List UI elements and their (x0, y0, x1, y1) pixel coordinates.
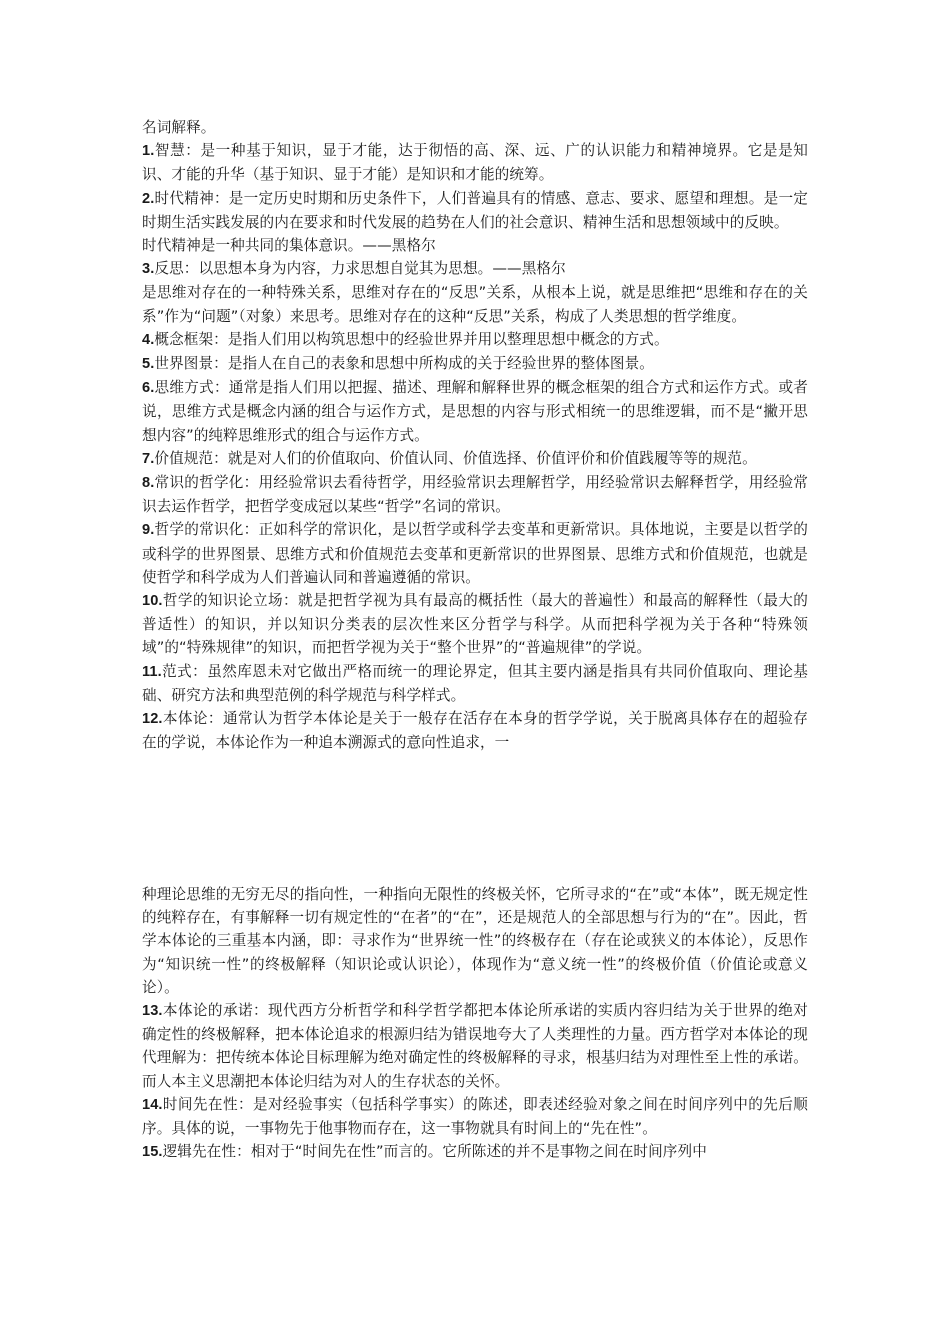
entry-text: 世界图景：是指人在自己的表象和思想中所构成的关于经验世界的整体图景。 (154, 355, 654, 373)
definition-paragraph (142, 660, 808, 707)
entry-text: 智慧：是一种基于知识，显于才能，达于彻悟的高、深、远、广的认识能力和精神境界。它是是知识、才能的升华（基于知识、显于才能）是知识和才能的统筹。 (142, 142, 808, 184)
document-heading: 名词解释。 (142, 119, 216, 136)
entry-text: 概念框架：是指人们用以构筑思想中的经验世界并用以整理思想中概念的方式。 (154, 330, 669, 348)
entry-text: 哲学的知识论立场：就是把哲学视为具有最高的概括性（最大的普遍性）和最高的解释性（最大的普适性）的知识，并以知识分类表的层次性来区分哲学与科学。从而把科学视为关于各种“特殊领域”的“特殊规律”的知识，而把哲学视为关于“整个世界”的“普遍规律”的学说。 (142, 592, 808, 657)
entry-number: 14. (142, 1096, 163, 1113)
definition-paragraph (142, 707, 808, 754)
text-block-lower (142, 883, 808, 1164)
entry-number: 6. (142, 380, 155, 397)
entry-text: 逻辑先在性：相对于“时间先在性”而言的。它所陈述的并不是事物之间在时间序列中 (162, 1143, 707, 1161)
entry-number: 4. (142, 331, 155, 348)
entry-number: 11. (142, 663, 162, 680)
definition-paragraph (142, 352, 808, 376)
entry-text: 本体论：通常认为哲学本体论是关于一般存在活存在本身的哲学学说，关于脱离具体存在的超验存在的学说，本体论作为一种追本溯源式的意向性追求，一 (142, 710, 808, 752)
entry-number: 15. (142, 1144, 163, 1161)
definition-paragraph (142, 257, 808, 281)
definition-paragraph (142, 139, 808, 186)
entry-number: 2. (142, 190, 155, 207)
definition-paragraph (142, 518, 808, 589)
entry-text: 价值规范：就是对人们的价值取向、价值认同、价值选择、价值评价和价值践履等等的规范。 (154, 449, 757, 467)
entry-text: 是思维对存在的一种特殊关系，思维对存在的“反思”关系，从根本上说，就是思维把“思维和存在的关系”作为“问题”（对象）来思考。思维对存在的这种“反思”关系，构成了人类思想的哲学维度。 (142, 284, 808, 325)
entry-text: 时代精神：是一定历史时期和历史条件下，人们普遍具有的情感、意志、要求、愿望和理想。是一定时期生活实践发展的内在要求和时代发展的趋势在人们的社会意识、精神生活和思想领域中的反映。 (142, 189, 808, 231)
entry-text: 时间先在性：是对经验事实（包括科学事实）的陈述，即表述经验对象之间在时间序列中的先后顺序。具体的说，一事物先于他事物而存在，这一事物就具有时间上的“先在性”。 (142, 1095, 808, 1138)
text-block-upper (142, 116, 808, 754)
entry-number: 8. (142, 475, 155, 492)
entry-text: 种理论思维的无穷无尽的指向性，一种指向无限性的终极关怀，它所寻求的“在”或“本体”，既无规定性的纯粹存在，有事解释一切有规定性的“在者”的“在”，还是规范人的全部思想与行为的“在”。因此，哲学本体论的三重基本内涵，即：寻求作为“世界统一性”的终极存在（存在论或狭义的本体论），反思作为“知识统一性”的终极解释（知识论或认识论），体现作为“意义统一性”的终极价值（价值论或意义论）。 (142, 886, 808, 996)
definition-paragraph (142, 999, 808, 1093)
definition-paragraph (142, 883, 808, 999)
entry-number: 1. (142, 143, 155, 160)
entry-text: 本体论的承诺：现代西方分析哲学和科学哲学都把本体论所承诺的实质内容归结为关于世界的绝对确定性的终极解释，把本体论追求的根源归结为错误地夸大了人类理性的力量。西方哲学对本体论的现代理解为：把传统本体论目标理解为绝对确定性的终极解释的寻求，根基归结为对理性至上性的承诺。而人本主义思潮把本体论归结为对人的生存状态的关怀。 (142, 1002, 808, 1090)
entry-number: 3. (142, 261, 155, 278)
entry-text: 哲学的常识化：正如科学的常识化，是以哲学或科学去变革和更新常识。具体地说，主要是以哲学的或科学的世界图景、思维方式和价值规范去变革和更新常识的世界图景、思维方式和价值规范，也就是使哲学和科学成为人们普遍认同和普遍遵循的常识。 (142, 521, 808, 586)
definition-paragraph (142, 1093, 808, 1140)
entry-text: 常识的哲学化：用经验常识去看待哲学，用经验常识去理解哲学，用经验常识去解释哲学，用经验常识去运作哲学，把哲学变成冠以某些“哲学”名词的常识。 (142, 474, 808, 516)
entry-text: 思维方式：通常是指人们用以把握、描述、理解和解释世界的概念框架的组合方式和运作方式。或者说，思维方式是概念内涵的组合与运作方式，是思想的内容与形式相统一的思维逻辑，而不是“撇开思想内容”的纯粹思维形式的组合与运作方式。 (142, 379, 808, 444)
definition-paragraph (142, 471, 808, 518)
entry-number: 5. (142, 356, 155, 373)
entry-number: 10. (142, 593, 163, 610)
definition-paragraph (142, 187, 808, 234)
entry-text: 反思：以思想本身为内容，力求思想自觉其为思想。——黑格尔 (154, 260, 566, 278)
entry-list-upper (142, 139, 808, 754)
entry-number: 7. (142, 450, 155, 467)
entry-text: 时代精神是一种共同的集体意识。——黑格尔 (142, 237, 436, 255)
definition-paragraph (142, 1140, 808, 1164)
entry-number: 9. (142, 522, 155, 539)
entry-text: 范式：虽然库恩未对它做出严格而统一的理论界定，但其主要内涵是指具有共同价值取向、理论基础、研究方法和典型范例的科学规范与科学样式。 (142, 662, 808, 704)
definition-paragraph (142, 328, 808, 352)
entry-list-lower (142, 883, 808, 1164)
definition-paragraph (142, 234, 808, 257)
entry-number: 12. (142, 711, 163, 728)
definition-paragraph (142, 447, 808, 471)
definition-paragraph (142, 376, 808, 447)
entry-number: 13. (142, 1003, 163, 1020)
definition-paragraph (142, 589, 808, 660)
definition-paragraph (142, 281, 808, 327)
